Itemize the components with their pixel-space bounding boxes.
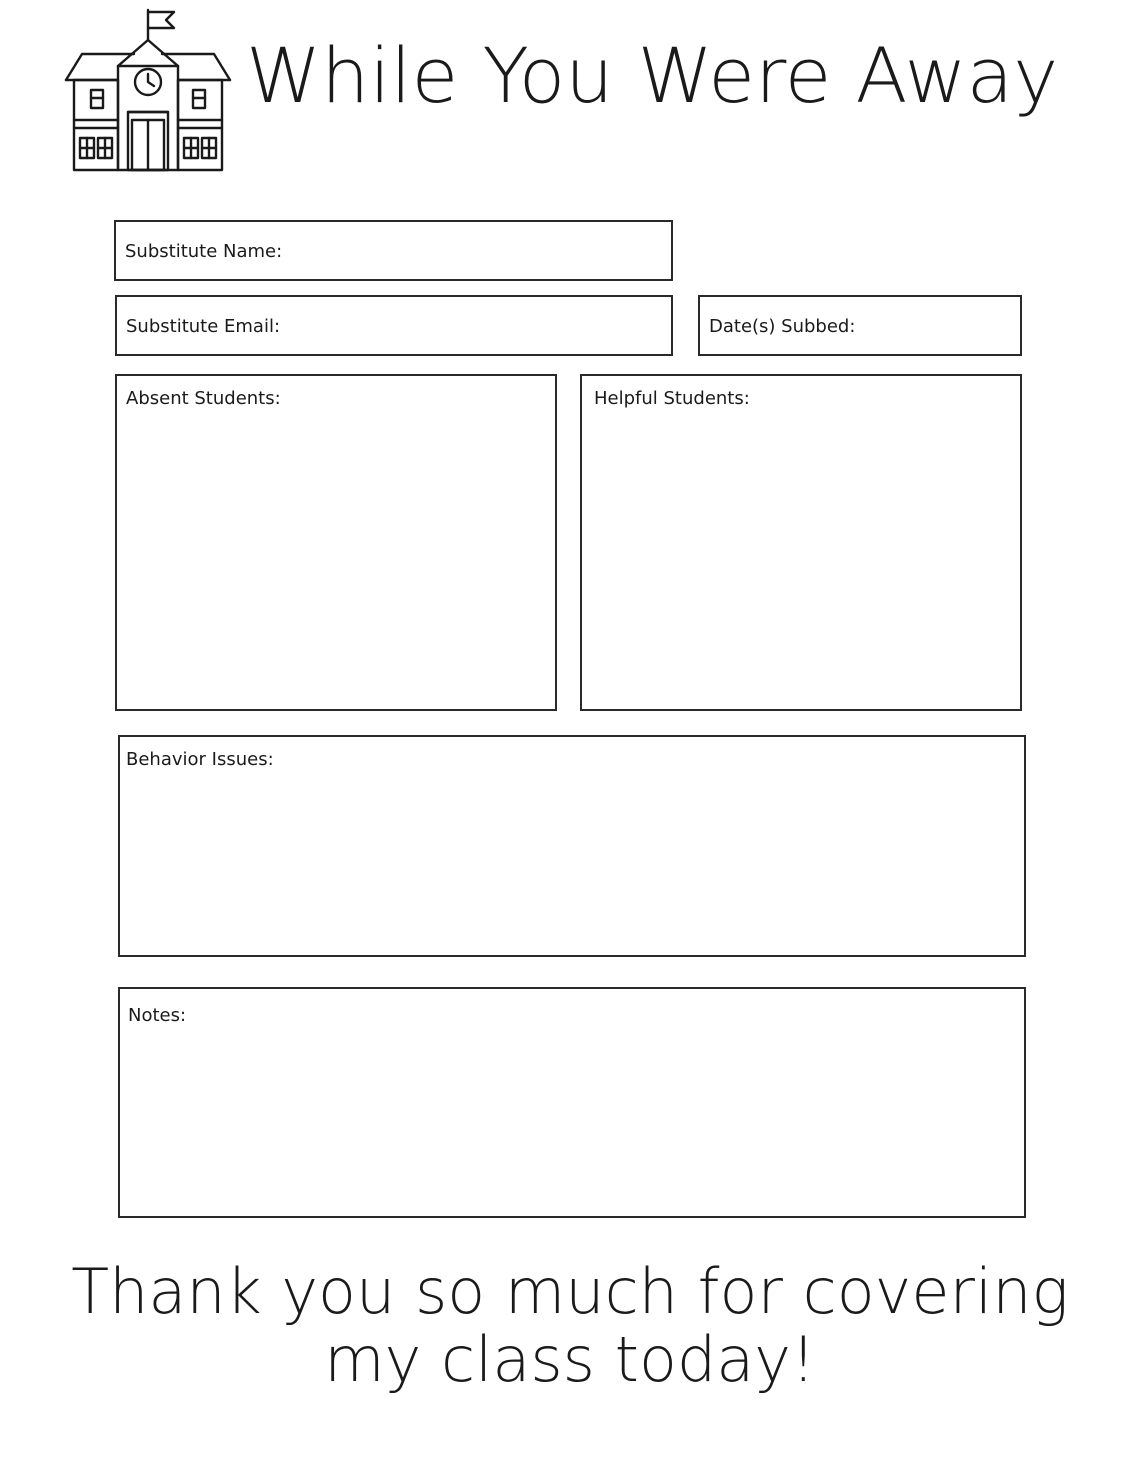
dates-subbed-field[interactable] — [698, 295, 1022, 356]
behavior-issues-label: Behavior Issues: — [126, 749, 274, 770]
helpful-students-field[interactable] — [580, 374, 1022, 711]
thank-you-line-2: my class today! — [324, 1323, 816, 1396]
substitute-name-field[interactable] — [114, 220, 673, 281]
school-building-icon — [62, 8, 234, 174]
absent-students-label: Absent Students: — [126, 388, 281, 409]
notes-field[interactable] — [118, 987, 1026, 1218]
thank-you-message — [0, 1255, 1140, 1396]
substitute-name-label: Substitute Name: — [125, 241, 283, 262]
behavior-issues-field[interactable] — [118, 735, 1026, 957]
thank-you-line-1: Thank you so much for covering — [71, 1255, 1069, 1328]
notes-label: Notes: — [128, 1005, 187, 1026]
absent-students-field[interactable] — [115, 374, 557, 711]
substitute-email-field[interactable] — [115, 295, 673, 356]
substitute-email-label: Substitute Email: — [126, 316, 281, 337]
helpful-students-label: Helpful Students: — [594, 388, 750, 409]
dates-subbed-label: Date(s) Subbed: — [709, 316, 856, 337]
page-title: While You Were Away — [246, 31, 1059, 120]
